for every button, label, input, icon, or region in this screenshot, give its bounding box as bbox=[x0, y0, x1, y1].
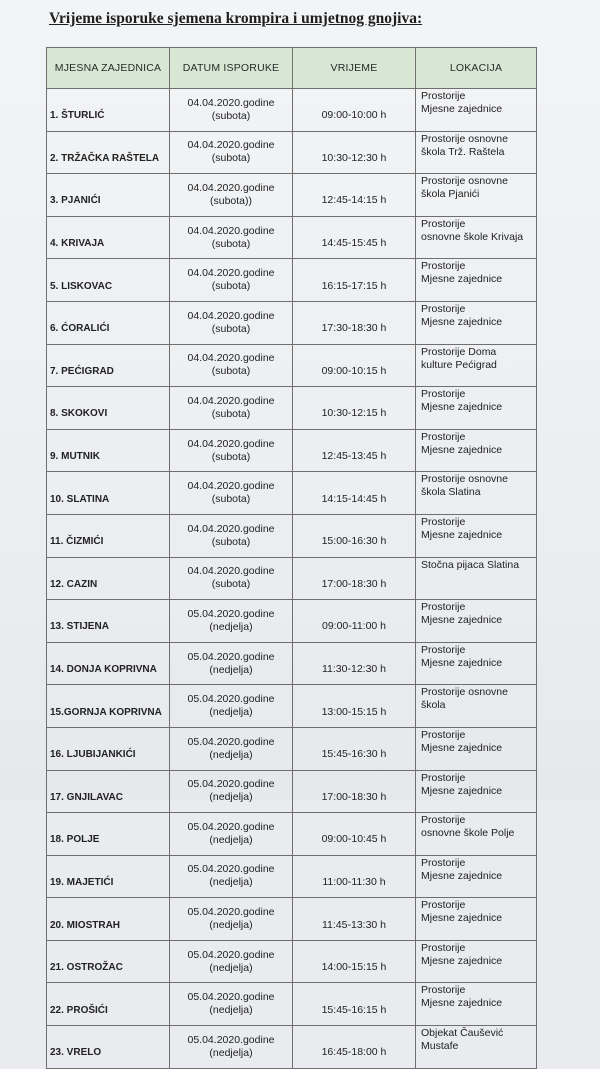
table-row bbox=[47, 727, 537, 770]
datum-line: (nedjelja) bbox=[209, 791, 253, 804]
cell-vrijeme: 15:45-16:15 h bbox=[293, 983, 416, 1026]
cell-datum-isporuke bbox=[170, 557, 293, 600]
cell-vrijeme: 12:45-13:45 h bbox=[293, 429, 416, 472]
datum-line: 05.04.2020.godine bbox=[187, 906, 275, 919]
table-row bbox=[47, 600, 537, 643]
cell-datum-isporuke bbox=[170, 344, 293, 387]
cell-mjesna-zajednica: 21. OSTROŽAC bbox=[47, 940, 170, 983]
datum-line: 04.04.2020.godine bbox=[187, 522, 275, 535]
datum-line: 04.04.2020.godine bbox=[187, 139, 275, 152]
datum-line: 05.04.2020.godine bbox=[187, 693, 275, 706]
lokacija-line: Mjesne zajednice bbox=[421, 614, 503, 627]
lokacija-line: Mjesne zajednice bbox=[421, 401, 503, 414]
datum-line: (subota) bbox=[211, 280, 251, 293]
column-header-lokacija: LOKACIJA bbox=[416, 48, 537, 89]
datum-line: 04.04.2020.godine bbox=[187, 480, 275, 493]
cell-mjesna-zajednica: 10. SLATINA bbox=[47, 472, 170, 515]
cell-mjesna-zajednica: 14. DONJA KOPRIVNA bbox=[47, 642, 170, 685]
datum-line: (subota) bbox=[211, 152, 251, 165]
cell-datum-isporuke bbox=[170, 685, 293, 728]
cell-lokacija bbox=[416, 514, 537, 557]
cell-mjesna-zajednica: 2. TRŽAČKA RAŠTELA bbox=[47, 131, 170, 174]
datum-line: 04.04.2020.godine bbox=[187, 181, 275, 194]
cell-lokacija bbox=[416, 387, 537, 430]
cell-vrijeme: 11:00-11:30 h bbox=[293, 855, 416, 898]
cell-lokacija bbox=[416, 940, 537, 983]
table-row bbox=[47, 344, 537, 387]
lokacija-line: Prostorije bbox=[421, 728, 466, 741]
table-row bbox=[47, 429, 537, 472]
cell-mjesna-zajednica: 17. GNJILAVAC bbox=[47, 770, 170, 813]
cell-lokacija bbox=[416, 1026, 537, 1069]
table-row bbox=[47, 1026, 537, 1069]
datum-line: (subota) bbox=[211, 237, 251, 250]
cell-vrijeme: 14:45-15:45 h bbox=[293, 216, 416, 259]
datum-line: (subota) bbox=[211, 450, 251, 463]
datum-line: 05.04.2020.godine bbox=[187, 1033, 275, 1046]
lokacija-line: škola bbox=[421, 699, 446, 712]
cell-vrijeme: 10:30-12:15 h bbox=[293, 387, 416, 430]
lokacija-line: Mustafe bbox=[421, 1040, 459, 1053]
lokacija-line: Prostorije bbox=[421, 430, 466, 443]
lokacija-line: Mjesne zajednice bbox=[421, 741, 503, 754]
lokacija-line: Prostorije Doma bbox=[421, 345, 497, 358]
datum-line: 04.04.2020.godine bbox=[187, 224, 275, 237]
datum-line: 05.04.2020.godine bbox=[187, 607, 275, 620]
lokacija-line: Prostorije bbox=[421, 302, 466, 315]
datum-line: 04.04.2020.godine bbox=[187, 437, 275, 450]
lokacija-line: Prostorije bbox=[421, 90, 466, 102]
cell-vrijeme: 14:00-15:15 h bbox=[293, 940, 416, 983]
datum-line: (nedjelja) bbox=[209, 1046, 253, 1059]
datum-line: 04.04.2020.godine bbox=[187, 309, 275, 322]
table-body bbox=[47, 89, 537, 1069]
cell-lokacija bbox=[416, 898, 537, 941]
cell-mjesna-zajednica: 9. MUTNIK bbox=[47, 429, 170, 472]
datum-line: 04.04.2020.godine bbox=[187, 565, 275, 578]
datum-line: (subota) bbox=[211, 493, 251, 506]
datum-line: 05.04.2020.godine bbox=[187, 991, 275, 1004]
lokacija-line: Prostorije bbox=[421, 601, 466, 614]
datum-line: (nedjelja) bbox=[209, 620, 253, 633]
cell-mjesna-zajednica: 6. ĆORALIĆI bbox=[47, 301, 170, 344]
cell-lokacija bbox=[416, 770, 537, 813]
table-row bbox=[47, 301, 537, 344]
lokacija-line: Mjesne zajednice bbox=[421, 528, 503, 541]
cell-lokacija bbox=[416, 174, 537, 217]
cell-lokacija bbox=[416, 472, 537, 515]
lokacija-line: Prostorije bbox=[421, 899, 466, 912]
table-row bbox=[47, 472, 537, 515]
table-row bbox=[47, 174, 537, 217]
datum-line: 05.04.2020.godine bbox=[187, 820, 275, 833]
lokacija-line: Objekat Čaušević bbox=[421, 1027, 504, 1040]
lokacija-line: škola Trž. Raštela bbox=[421, 145, 505, 158]
lokacija-line: Prostorije bbox=[421, 941, 466, 954]
cell-datum-isporuke bbox=[170, 174, 293, 217]
cell-datum-isporuke bbox=[170, 642, 293, 685]
lokacija-line: Prostorije bbox=[421, 643, 466, 656]
cell-vrijeme: 12:45-14:15 h bbox=[293, 174, 416, 217]
datum-line: (subota) bbox=[211, 365, 251, 378]
lokacija-line: osnovne škole Polje bbox=[421, 827, 515, 840]
datum-line: 04.04.2020.godine bbox=[187, 394, 275, 407]
cell-lokacija bbox=[416, 685, 537, 728]
cell-datum-isporuke bbox=[170, 259, 293, 302]
table-row bbox=[47, 131, 537, 174]
cell-lokacija bbox=[416, 301, 537, 344]
cell-mjesna-zajednica: 23. VRELO bbox=[47, 1026, 170, 1069]
table-row bbox=[47, 770, 537, 813]
cell-vrijeme: 16:15-17:15 h bbox=[293, 259, 416, 302]
lokacija-line: Prostorije bbox=[421, 515, 466, 528]
cell-vrijeme: 16:45-18:00 h bbox=[293, 1026, 416, 1069]
table-row bbox=[47, 940, 537, 983]
lokacija-line: Prostorije bbox=[421, 260, 466, 273]
cell-mjesna-zajednica: 19. MAJETIĆI bbox=[47, 855, 170, 898]
lokacija-line: Prostorije bbox=[421, 814, 466, 827]
lokacija-line: Mjesne zajednice bbox=[421, 869, 503, 882]
datum-line: (nedjelja) bbox=[209, 833, 253, 846]
lokacija-line: kulture Pećigrad bbox=[421, 358, 497, 371]
cell-datum-isporuke bbox=[170, 1026, 293, 1069]
datum-line: (subota) bbox=[211, 578, 251, 591]
cell-lokacija bbox=[416, 600, 537, 643]
datum-line: (nedjelja) bbox=[209, 663, 253, 676]
datum-line: 05.04.2020.godine bbox=[187, 650, 275, 663]
cell-lokacija bbox=[416, 131, 537, 174]
cell-mjesna-zajednica: 15.GORNJA KOPRIVNA bbox=[47, 685, 170, 728]
lokacija-line: Prostorije bbox=[421, 856, 466, 869]
datum-line: (subota) bbox=[211, 535, 251, 548]
cell-mjesna-zajednica: 7. PEĆIGRAD bbox=[47, 344, 170, 387]
table-row bbox=[47, 642, 537, 685]
table-row bbox=[47, 983, 537, 1026]
table-row bbox=[47, 813, 537, 856]
lokacija-line: Mjesne zajednice bbox=[421, 103, 503, 115]
cell-lokacija bbox=[416, 429, 537, 472]
datum-line: 05.04.2020.godine bbox=[187, 863, 275, 876]
datum-line: (subota) bbox=[211, 109, 251, 122]
cell-mjesna-zajednica: 5. LISKOVAC bbox=[47, 259, 170, 302]
cell-mjesna-zajednica: 22. PROŠIĆI bbox=[47, 983, 170, 1026]
cell-vrijeme: 17:00-18:30 h bbox=[293, 770, 416, 813]
cell-lokacija bbox=[416, 727, 537, 770]
cell-datum-isporuke bbox=[170, 472, 293, 515]
cell-datum-isporuke bbox=[170, 216, 293, 259]
datum-line: (subota) bbox=[211, 407, 251, 420]
lokacija-line: Prostorije bbox=[421, 984, 466, 997]
table-row bbox=[47, 685, 537, 728]
cell-vrijeme: 17:30-18:30 h bbox=[293, 301, 416, 344]
datum-line: (nedjelja) bbox=[209, 919, 253, 932]
lokacija-line: škola Pjanići bbox=[421, 188, 480, 201]
table-row bbox=[47, 259, 537, 302]
cell-lokacija bbox=[416, 983, 537, 1026]
cell-vrijeme: 15:00-16:30 h bbox=[293, 514, 416, 557]
lokacija-line: Mjesne zajednice bbox=[421, 656, 503, 669]
cell-vrijeme: 09:00-10:45 h bbox=[293, 813, 416, 856]
cell-lokacija bbox=[416, 557, 537, 600]
lokacija-line: Prostorije bbox=[421, 217, 466, 230]
document-title: Vrijeme isporuke sjemena krompira i umjetnog gnojiva: bbox=[49, 10, 423, 27]
cell-mjesna-zajednica: 8. SKOKOVI bbox=[47, 387, 170, 430]
datum-line: 05.04.2020.godine bbox=[187, 735, 275, 748]
cell-datum-isporuke bbox=[170, 940, 293, 983]
cell-datum-isporuke bbox=[170, 131, 293, 174]
table-row bbox=[47, 898, 537, 941]
datum-line: (nedjelja) bbox=[209, 1004, 253, 1017]
cell-mjesna-zajednica: 4. KRIVAJA bbox=[47, 216, 170, 259]
datum-line: 05.04.2020.godine bbox=[187, 778, 275, 791]
cell-mjesna-zajednica: 16. LJUBIJANKIĆI bbox=[47, 727, 170, 770]
lokacija-line: Prostorije osnovne bbox=[421, 175, 508, 188]
datum-line: (subota) bbox=[211, 322, 251, 335]
lokacija-line: osnovne škole Krivaja bbox=[421, 230, 524, 243]
datum-line: (subota)) bbox=[209, 194, 252, 207]
column-header-mjesna-zajednica: MJESNA ZAJEDNICA bbox=[47, 48, 170, 89]
cell-datum-isporuke bbox=[170, 898, 293, 941]
lokacija-line: Mjesne zajednice bbox=[421, 784, 503, 797]
lokacija-line: Mjesne zajednice bbox=[421, 273, 503, 286]
cell-vrijeme: 11:30-12:30 h bbox=[293, 642, 416, 685]
table-row bbox=[47, 216, 537, 259]
cell-mjesna-zajednica: 11. ČIZMIĆI bbox=[47, 514, 170, 557]
column-header-datum-isporuke: DATUM ISPORUKE bbox=[170, 48, 293, 89]
cell-mjesna-zajednica: 20. MIOSTRAH bbox=[47, 898, 170, 941]
cell-vrijeme: 09:00-11:00 h bbox=[293, 600, 416, 643]
cell-mjesna-zajednica: 1. ŠTURLIĆ bbox=[47, 89, 170, 132]
datum-line: (nedjelja) bbox=[209, 961, 253, 974]
cell-vrijeme: 11:45-13:30 h bbox=[293, 898, 416, 941]
cell-vrijeme: 14:15-14:45 h bbox=[293, 472, 416, 515]
cell-vrijeme: 10:30-12:30 h bbox=[293, 131, 416, 174]
column-header-vrijeme: VRIJEME bbox=[293, 48, 416, 89]
cell-mjesna-zajednica: 13. STIJENA bbox=[47, 600, 170, 643]
lokacija-line: Mjesne zajednice bbox=[421, 443, 503, 456]
cell-lokacija bbox=[416, 89, 537, 132]
lokacija-line: Prostorije bbox=[421, 388, 466, 401]
table-row bbox=[47, 514, 537, 557]
cell-vrijeme: 09:00-10:00 h bbox=[293, 89, 416, 132]
lokacija-line: Prostorije osnovne bbox=[421, 132, 508, 145]
cell-datum-isporuke bbox=[170, 770, 293, 813]
cell-lokacija bbox=[416, 344, 537, 387]
cell-lokacija bbox=[416, 259, 537, 302]
cell-datum-isporuke bbox=[170, 429, 293, 472]
table-row bbox=[47, 387, 537, 430]
datum-line: (nedjelja) bbox=[209, 876, 253, 889]
cell-datum-isporuke bbox=[170, 813, 293, 856]
cell-lokacija bbox=[416, 813, 537, 856]
lokacija-line: Prostorije osnovne bbox=[421, 473, 508, 486]
cell-vrijeme: 15:45-16:30 h bbox=[293, 727, 416, 770]
cell-datum-isporuke bbox=[170, 89, 293, 132]
datum-line: (nedjelja) bbox=[209, 748, 253, 761]
lokacija-line: Stočna pijaca Slatina bbox=[421, 558, 520, 571]
datum-line: (nedjelja) bbox=[209, 706, 253, 719]
cell-vrijeme: 09:00-10:15 h bbox=[293, 344, 416, 387]
cell-vrijeme: 17:00-18:30 h bbox=[293, 557, 416, 600]
lokacija-line: Mjesne zajednice bbox=[421, 997, 503, 1010]
datum-line: 05.04.2020.godine bbox=[187, 948, 275, 961]
lokacija-line: Prostorije osnovne bbox=[421, 686, 508, 699]
cell-datum-isporuke bbox=[170, 301, 293, 344]
datum-line: 04.04.2020.godine bbox=[187, 352, 275, 365]
cell-lokacija bbox=[416, 642, 537, 685]
datum-line: 04.04.2020.godine bbox=[187, 96, 275, 109]
table-header-row bbox=[47, 48, 537, 89]
cell-datum-isporuke bbox=[170, 727, 293, 770]
cell-vrijeme: 13:00-15:15 h bbox=[293, 685, 416, 728]
cell-datum-isporuke bbox=[170, 983, 293, 1026]
table-row bbox=[47, 557, 537, 600]
lokacija-line: škola Slatina bbox=[421, 486, 481, 499]
datum-line: 04.04.2020.godine bbox=[187, 267, 275, 280]
cell-lokacija bbox=[416, 855, 537, 898]
cell-datum-isporuke bbox=[170, 387, 293, 430]
lokacija-line: Prostorije bbox=[421, 771, 466, 784]
delivery-schedule-table bbox=[46, 47, 537, 1069]
lokacija-line: Mjesne zajednice bbox=[421, 954, 503, 967]
cell-datum-isporuke bbox=[170, 600, 293, 643]
cell-datum-isporuke bbox=[170, 855, 293, 898]
lokacija-line: Mjesne zajednice bbox=[421, 315, 503, 328]
cell-mjesna-zajednica: 18. POLJE bbox=[47, 813, 170, 856]
table-row bbox=[47, 855, 537, 898]
cell-mjesna-zajednica: 3. PJANIĆI bbox=[47, 174, 170, 217]
lokacija-line: Mjesne zajednice bbox=[421, 912, 503, 925]
table-row bbox=[47, 89, 537, 132]
cell-mjesna-zajednica: 12. CAZIN bbox=[47, 557, 170, 600]
cell-datum-isporuke bbox=[170, 514, 293, 557]
cell-lokacija bbox=[416, 216, 537, 259]
